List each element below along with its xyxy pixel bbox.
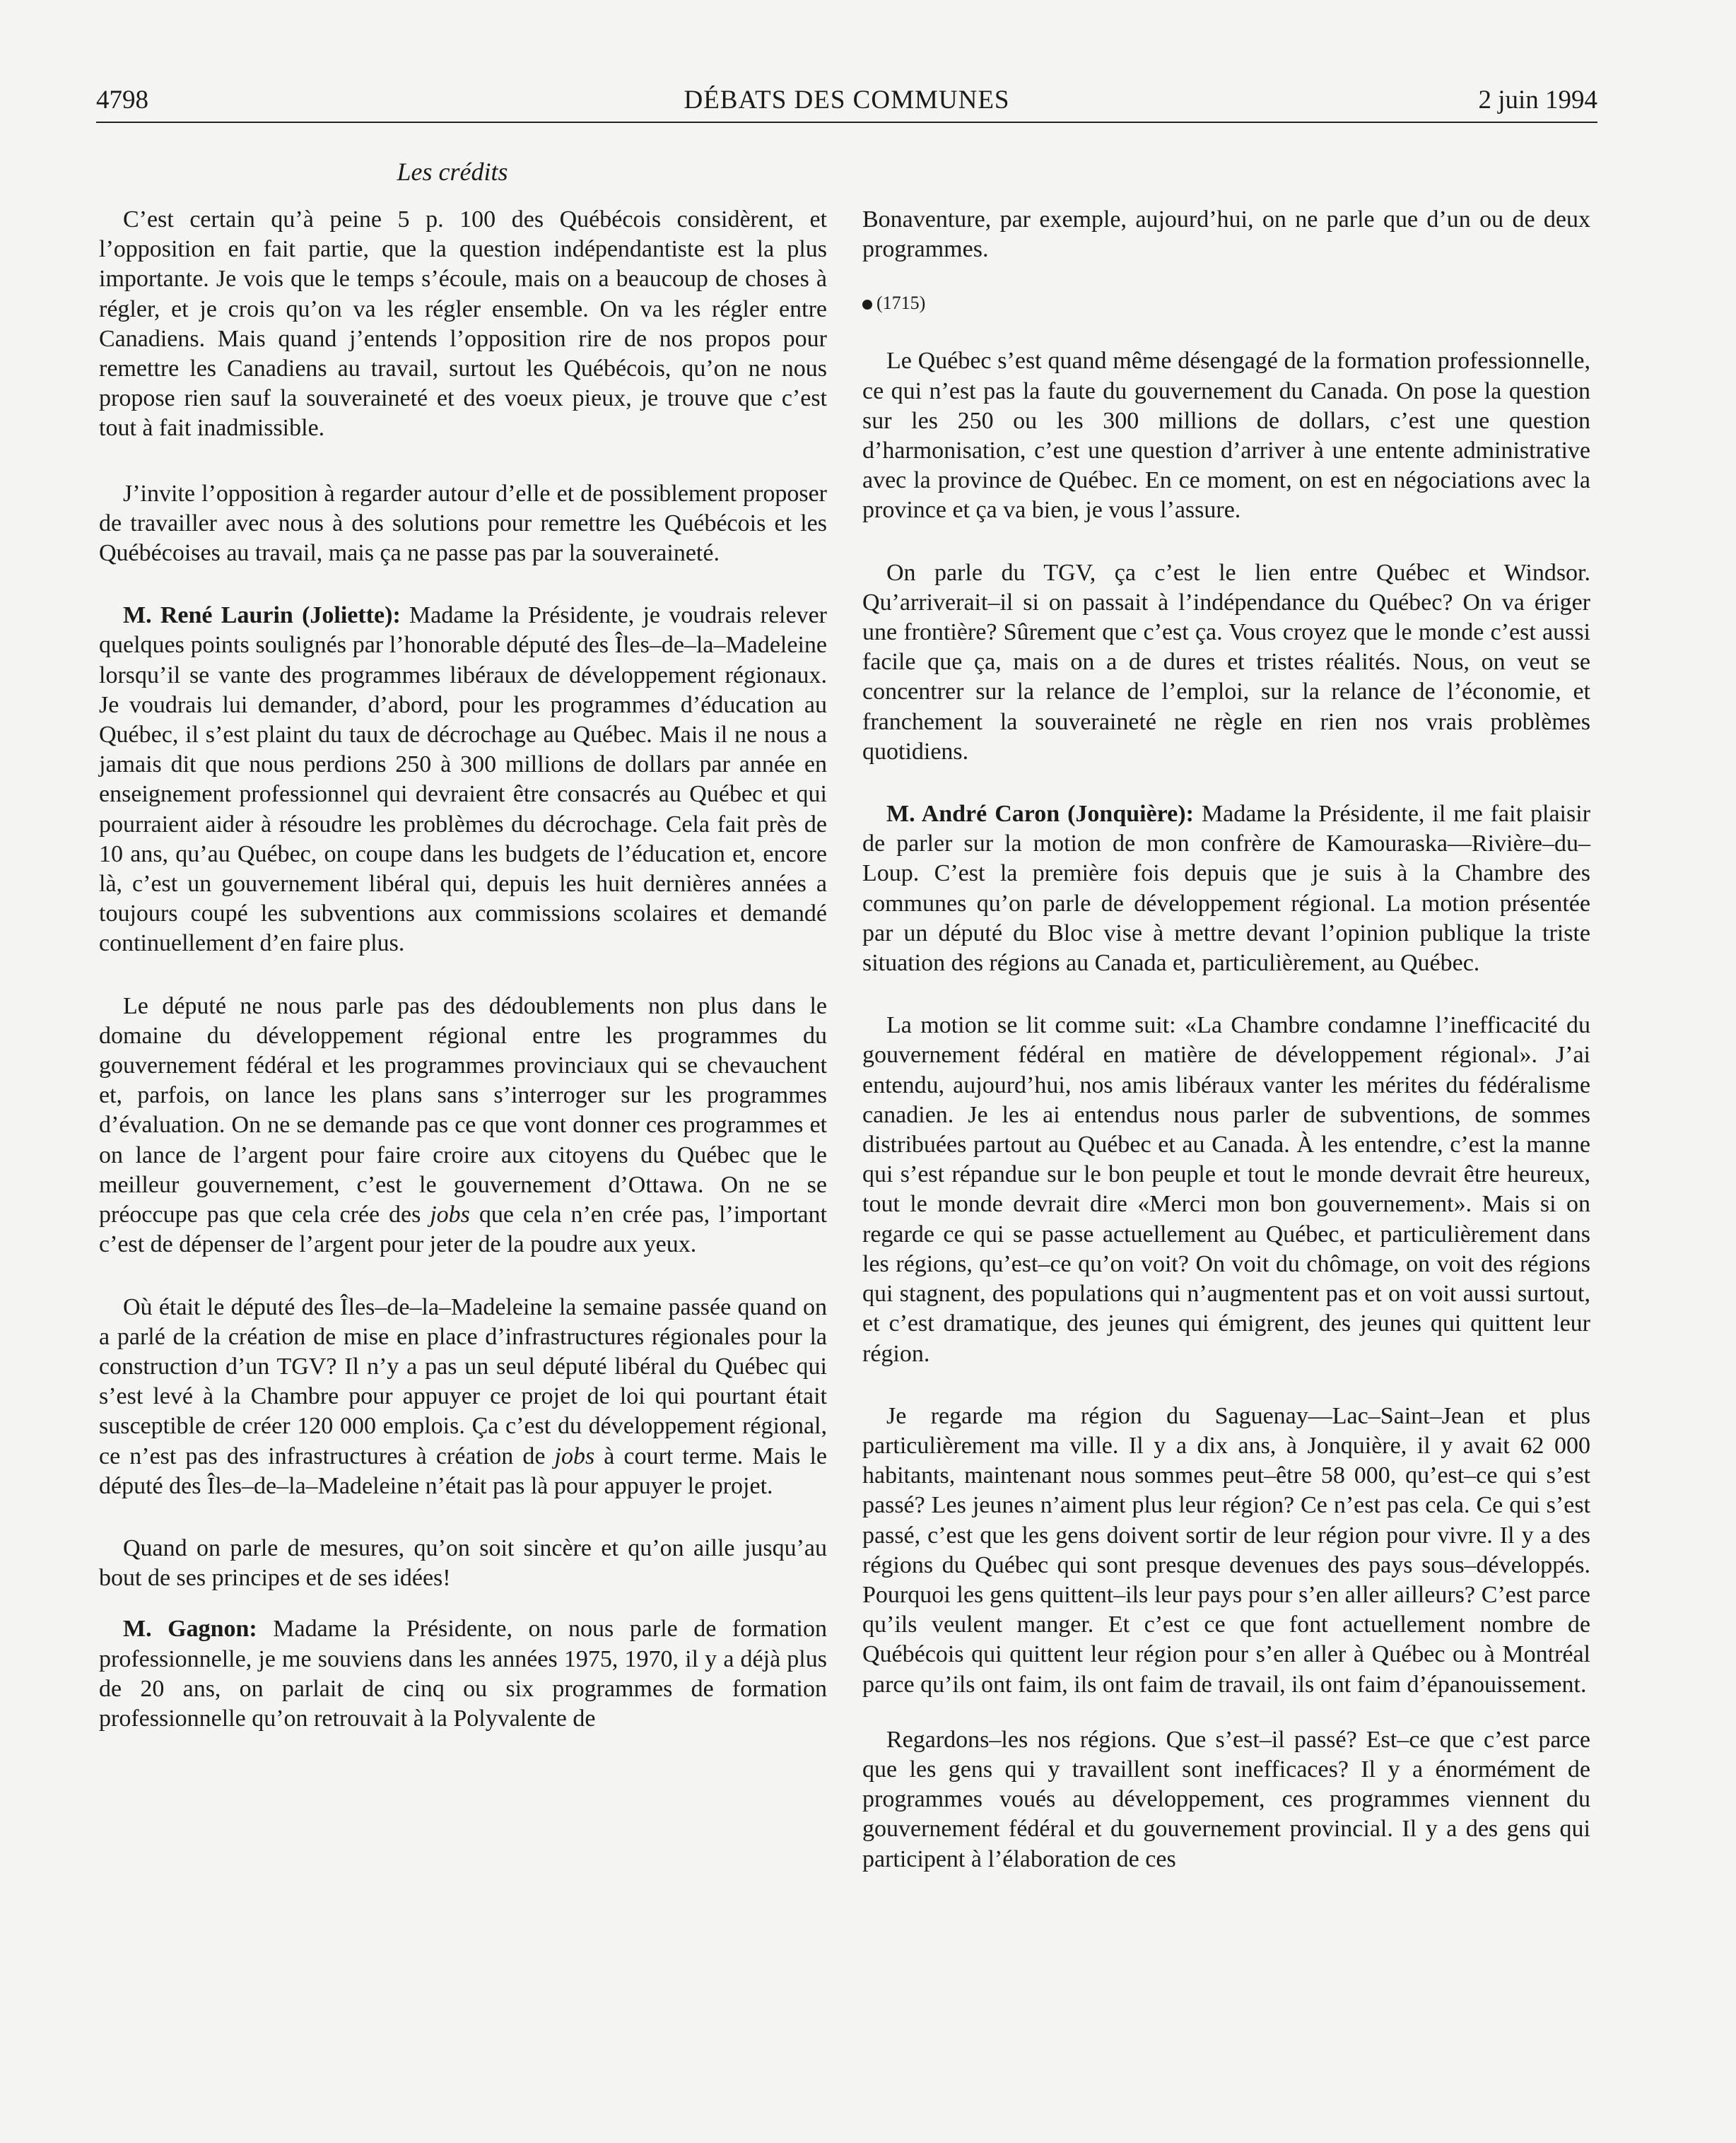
- italic-word: jobs: [554, 1443, 595, 1469]
- paragraph: Je regarde ma région du Saguenay—Lac–Saint–Jean et plus particulièrement ma ville. Il y a dix ans, à Jonquière, il y avait 62 000 habitants, maintenant nous sommes peut–être 58 000, qu’est–ce qui s’est passé? Les jeunes n’aiment plus leur région? Ce n’est pas cela. Ce qui s’est passé, c’est que les gens doivent sortir de leur région pour vivre. Il y a des régions du Québec qui sont presque devenues des pays sous–développés. Pourquoi les gens quittent–ils leur pays pour s’en aller ailleurs? C’est parce qu’ils veulent manger. Et c’est ce que font actuellement nombre de Québécois qui quittent leur région pour s’en aller à Québec ou à Montréal parce qu’ils ont faim, ils ont faim de travail, ils ont faim d’épanouissement.: [862, 1402, 1590, 1698]
- paragraph: Bonaventure, par exemple, aujourd’hui, on ne parle que d’un ou de deux programmes.: [862, 206, 1590, 263]
- bullet-icon: [862, 300, 872, 310]
- page-number: 4798: [96, 86, 148, 115]
- left-column: [99, 205, 827, 1734]
- publication-date: 2 juin 1994: [1478, 86, 1597, 115]
- paragraph: [99, 601, 827, 958]
- paragraph: [862, 799, 1590, 978]
- speech-text: Madame la Présidente, je voudrais relever quelques points soulignés par l’honorable député des Îles–de–la–Madeleine lorsqu’il se vante des programmes libéraux de développement régionaux. Je voudrais lui demander, d’abord, pour les programmes d’éducation au Québec, il s’est plaint du taux de décrochage au Québec. Mais il ne nous a jamais dit que nous perdions 250 à 300 millions de dollars par année en enseignement professionnel qui devraient être consacrés au Québec et qui pourraient aider à résoudre les problèmes du décrochage. Cela fait près de 10 ans, qu’au Québec, on coupe dans les budgets de l’éducation et, encore là, c’est un gouvernement libéral qui, depuis les huit dernières années a toujours coupé les subventions aux commissions scolaires et demandé continuellement d’en faire plus.: [99, 602, 827, 957]
- paragraph: Quand on parle de mesures, qu’on soit sincère et qu’on aille jusqu’au bout de ses principes et de ses idées!: [99, 1534, 827, 1592]
- page-header: [96, 82, 1597, 123]
- speaker-name: M. Gagnon:: [123, 1616, 257, 1643]
- time-marker: (1715): [862, 293, 1590, 314]
- paragraph: On parle du TGV, ça c’est le lien entre Québec et Windsor. Qu’arriverait–il si on passait à l’indépendance du Québec? On va ériger une frontière? Sûrement que c’est ça. Vous croyez que le monde c’est aussi facile que ça, mais on a de dures et tristes réalités. Nous, on veut se concentrer sur la relance de l’emploi, sur la relance de l’économie, et franchement la souveraineté ne règle en rien nos vrais problèmes quotidiens.: [862, 559, 1590, 765]
- speech-text: Madame la Présidente, il me fait plaisir de parler sur la motion de mon confrère de Kamouraska—Rivière–du–Loup. C’est la première fois depuis que je suis à la Chambre des communes qu’on parle de développement régional. La motion présentée par un député du Bloc vise à mettre devant l’opinion publique la triste situation des régions au Canada et, particulièrement, au Québec.: [862, 801, 1590, 977]
- paragraph: Le député ne nous parle pas des dédoublements non plus dans le domaine du développement régional entre les programmes du gouvernement fédéral et les programmes provinciaux qui se chevauchent et, parfois, on lance les plans sans s’interroger sur les programmes d’évaluation. On ne se demande pas ce que vont donner ces programmes et on lance de l’argent pour faire croire aux citoyens du Québec que le meilleur gouvernement, c’est le gouvernement d’Ottawa. On ne se préoccupe pas que cela crée des jobs que cela n’en crée pas, l’important c’est de dépenser de l’argent pour jeter de la poudre aux yeux.: [99, 992, 827, 1258]
- paragraph: La motion se lit comme suit: «La Chambre condamne l’inefficacité du gouvernement fédéral en matière de développement régional». J’ai entendu, aujourd’hui, nos amis libéraux vanter les mérites du fédéralisme canadien. Je les ai entendus nous parler de subventions, de sommes distribuées partout au Québec et au Canada. À les entendre, c’est la manne qui s’est répandue sur le bon peuple et tout le monde devrait être heureux, tout le monde devrait dire «Merci mon bon gouvernement». Mais si on regarde ce qui se passe actuellement au Québec, et particulièrement dans les régions, qu’est–ce qu’on voit? On voit du chômage, on voit des régions qui stagnent, des populations qui n’augmentent pas et on voit aussi surtout, et c’est dramatique, des jeunes qui émigrent, des jeunes qui quittent leur région.: [862, 1012, 1590, 1367]
- speaker-name: M. René Laurin (Joliette):: [123, 602, 401, 629]
- paragraph: C’est certain qu’à peine 5 p. 100 des Québécois considèrent, et l’opposition en fait partie, que la question indépendantiste est la plus importante. Je vois que le temps s’écoule, mais on a beaucoup de choses à régler, et je crois qu’on va les régler ensemble. On va les régler entre Canadiens. Mais quand j’entends l’opposition rire de nos propos pour remettre les Canadiens au travail, surtout les Québécois, qu’on ne nous propose rien sauf la souveraineté et des voeux pieux, je trouve que c’est tout à fait inadmissible.: [99, 206, 827, 442]
- paragraph: Où était le député des Îles–de–la–Madeleine la semaine passée quand on a parlé de la création de mise en place d’infrastructures régionales pour la construction d’un TGV? Il n’y a pas un seul député libéral du Québec qui s’est levé à la Chambre pour appuyer ce projet de loi qui pourtant était susceptible de créer 120 000 emplois. Ça c’est du développement régional, ce n’est pas des infrastructures à création de jobs à court terme. Mais le député des Îles–de–la–Madeleine n’était pas là pour appuyer le projet.: [99, 1293, 827, 1499]
- paragraph: Regardons–les nos régions. Que s’est–il passé? Est–ce que c’est parce que les gens qui y travaillent sont inefficaces? Il y a énormément de programmes voués au développement, ces programmes viennent du gouvernement fédéral et du gouvernement provincial. Il y a des gens qui participent à l’élaboration de ces: [862, 1726, 1590, 1872]
- paragraph: J’invite l’opposition à regarder autour d’elle et de possiblement proposer de travailler avec nous à des solutions pour remettre les Québécois et les Québécoises au travail, mais ça ne passe pas par la souveraineté.: [99, 480, 827, 567]
- right-column: [862, 205, 1590, 1874]
- paragraph: [99, 1614, 827, 1734]
- speaker-name: M. André Caron (Jonquière):: [886, 801, 1194, 828]
- speech-text: Madame la Présidente, on nous parle de formation professionnelle, je me souviens dans les années 1975, 1970, il y a déjà plus de 20 ans, on parlait de cinq ou six programmes de formation professionnelle qu’on retrouvait à la Polyvalente de: [99, 1616, 827, 1732]
- publication-title: DÉBATS DES COMMUNES: [684, 86, 1010, 115]
- italic-word: jobs: [430, 1202, 470, 1228]
- paragraph: Le Québec s’est quand même désengagé de la formation professionnelle, ce qui n’est pas la faute du gouvernement du Canada. On pose la question sur les 250 ou les 300 millions de dollars, c’est une question d’harmonisation, c’est une question d’arriver à une entente administrative avec la province de Québec. En ce moment, on est en négociations avec la province et ça va bien, je vous l’assure.: [862, 348, 1590, 524]
- section-title: Les crédits: [397, 158, 508, 186]
